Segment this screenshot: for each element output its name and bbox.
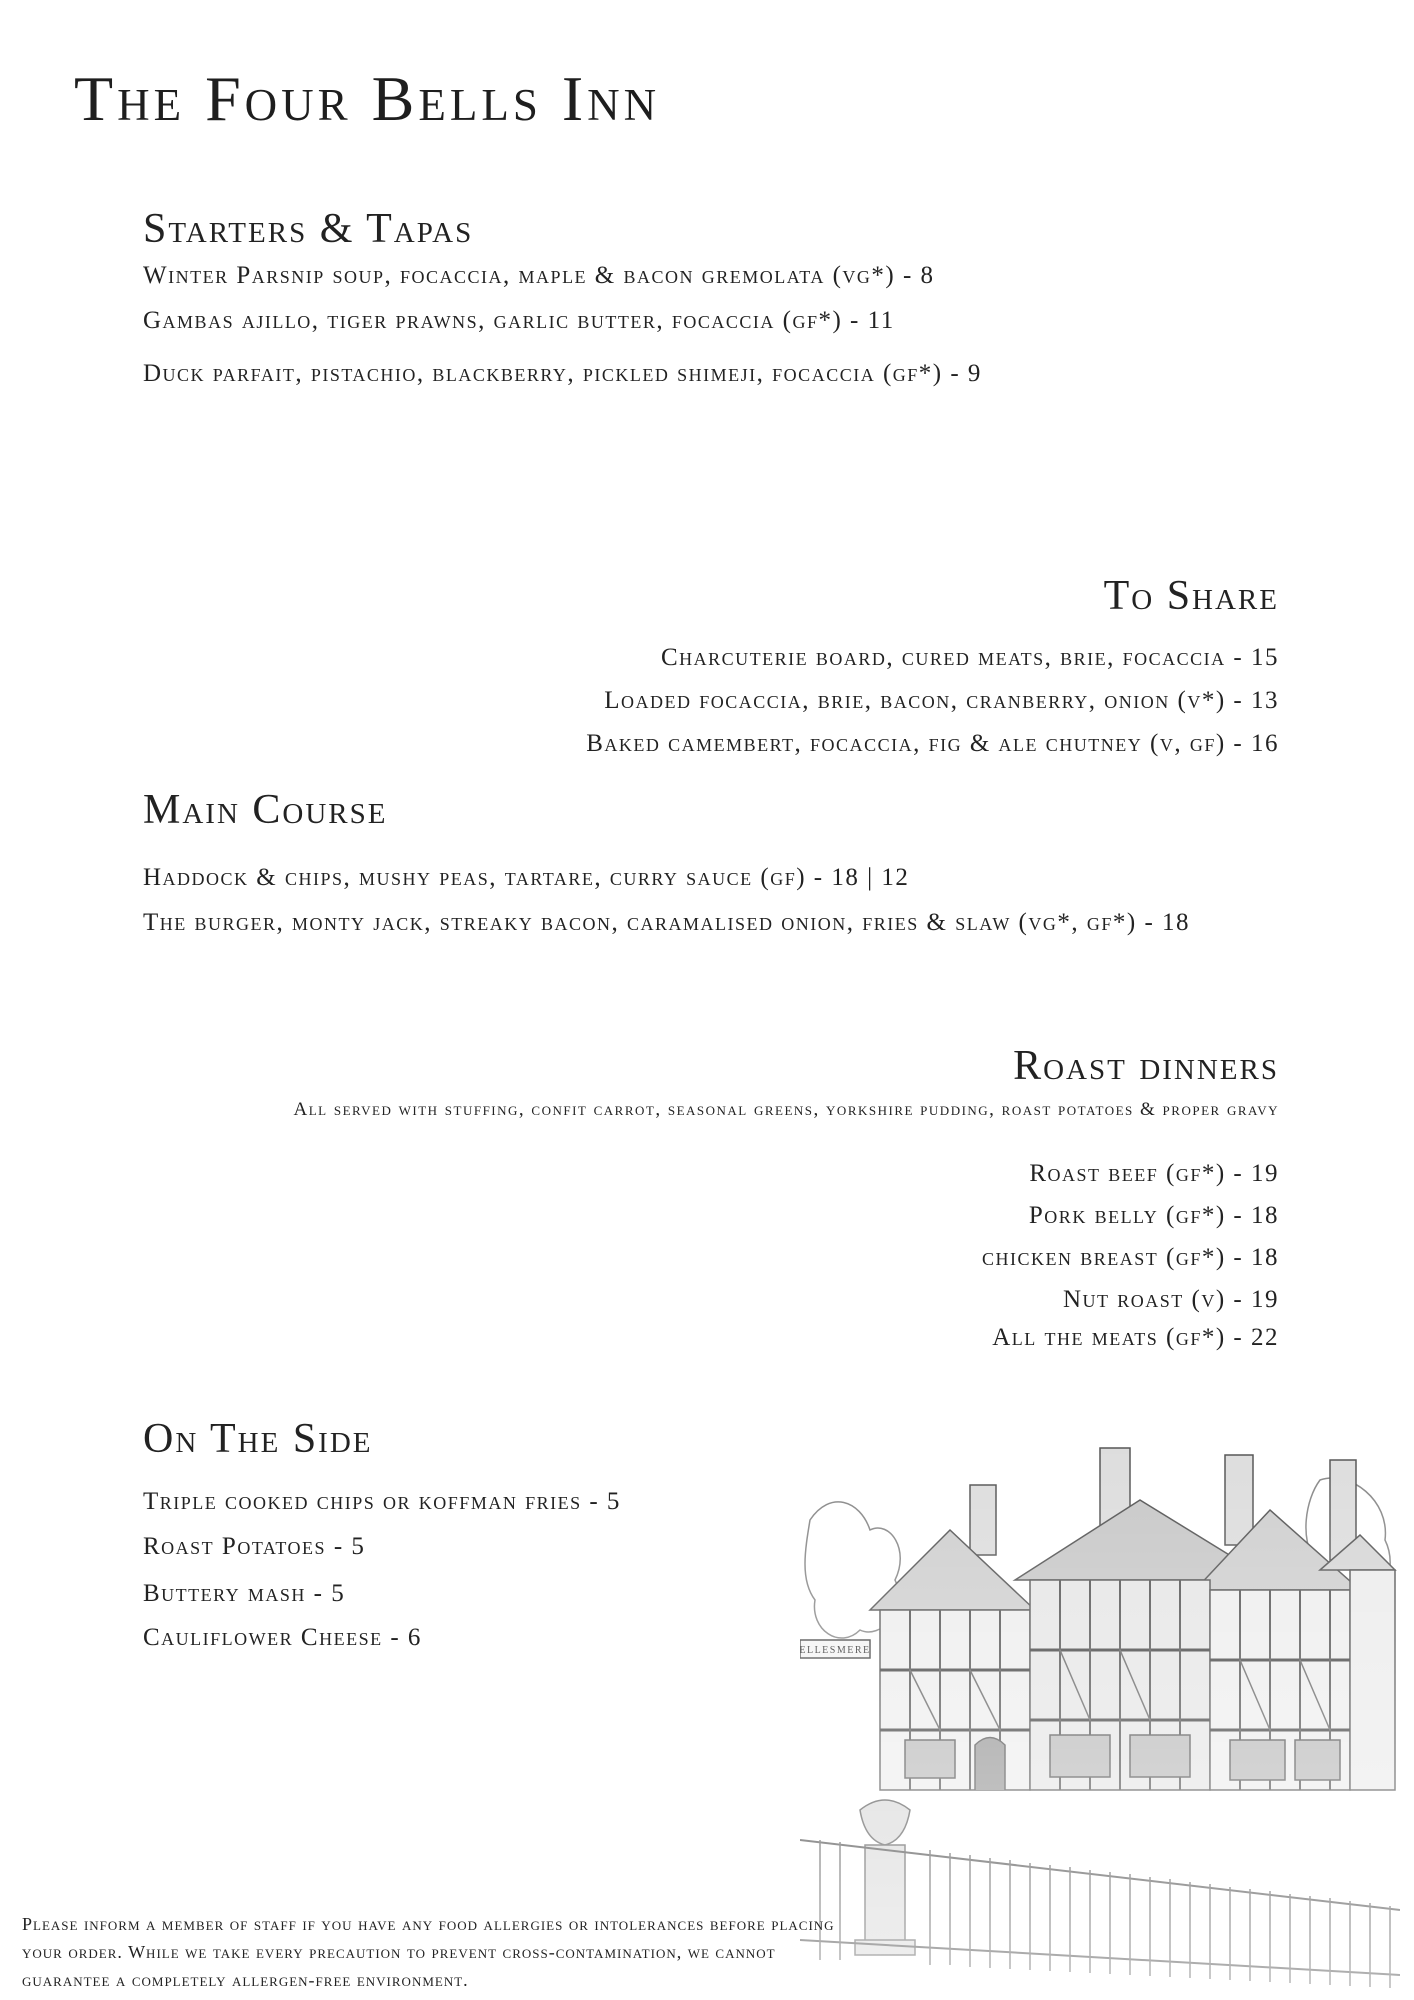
section-heading-on-the-side: On The Side (143, 1416, 373, 1462)
menu-item: Triple cooked chips or koffman fries - 5 (143, 1488, 621, 1515)
section-heading-roast-dinners: Roast dinners (1013, 1043, 1279, 1089)
roast-dinners-note: All served with stuffing, confit carrot, seasonal greens, yorkshire pudding, roast potatoes & proper gravy (293, 1099, 1279, 1120)
menu-item: Charcuterie board, cured meats, brie, focaccia - 15 (660, 644, 1279, 671)
menu-item: Pork belly (gf*) - 18 (1028, 1202, 1279, 1229)
menu-item: Loaded focaccia, brie, bacon, cranberry, onion (v*) - 13 (604, 687, 1279, 714)
allergen-notice: Please inform a member of staff if you have any food allergies or intolerances before placing your order. While we take every precaution to prevent cross-contamination, we cannot guarantee a completely allergen-free environment. (22, 1914, 835, 1990)
menu-item: Baked camembert, focaccia, fig & ale chutney (v, gf) - 16 (586, 730, 1279, 757)
menu-item: Roast Potatoes - 5 (143, 1533, 366, 1560)
menu-item: Duck parfait, pistachio, blackberry, pickled shimeji, focaccia (gf*) - 9 (143, 360, 982, 387)
section-heading-starters: Starters & Tapas (143, 206, 474, 252)
menu-item: Buttery mash - 5 (143, 1580, 346, 1607)
menu-item: Roast beef (gf*) - 19 (1029, 1160, 1279, 1187)
menu-item: chicken breast (gf*) - 18 (982, 1244, 1279, 1271)
menu-item: Haddock & chips, mushy peas, tartare, curry sauce (gf) - 18 | 12 (143, 864, 910, 891)
restaurant-title: The Four Bells Inn (74, 63, 661, 134)
menu-item: The burger, monty jack, streaky bacon, caramalised onion, fries & slaw (vg*, gf*) - 18 (143, 909, 1191, 936)
menu-item: Cauliflower Cheese - 6 (143, 1624, 422, 1651)
menu-item: Winter Parsnip soup, focaccia, maple & bacon gremolata (vg*) - 8 (143, 262, 935, 289)
tudor-inn-sketch-icon (800, 1440, 1400, 2000)
section-heading-main-course: Main Course (143, 787, 388, 833)
menu-item: All the meats (gf*) - 22 (992, 1324, 1279, 1351)
menu-item: Nut roast (v) - 19 (1062, 1286, 1279, 1313)
menu-item: Gambas ajillo, tiger prawns, garlic butter, focaccia (gf*) - 11 (143, 307, 895, 334)
section-heading-to-share: To Share (1103, 573, 1279, 619)
